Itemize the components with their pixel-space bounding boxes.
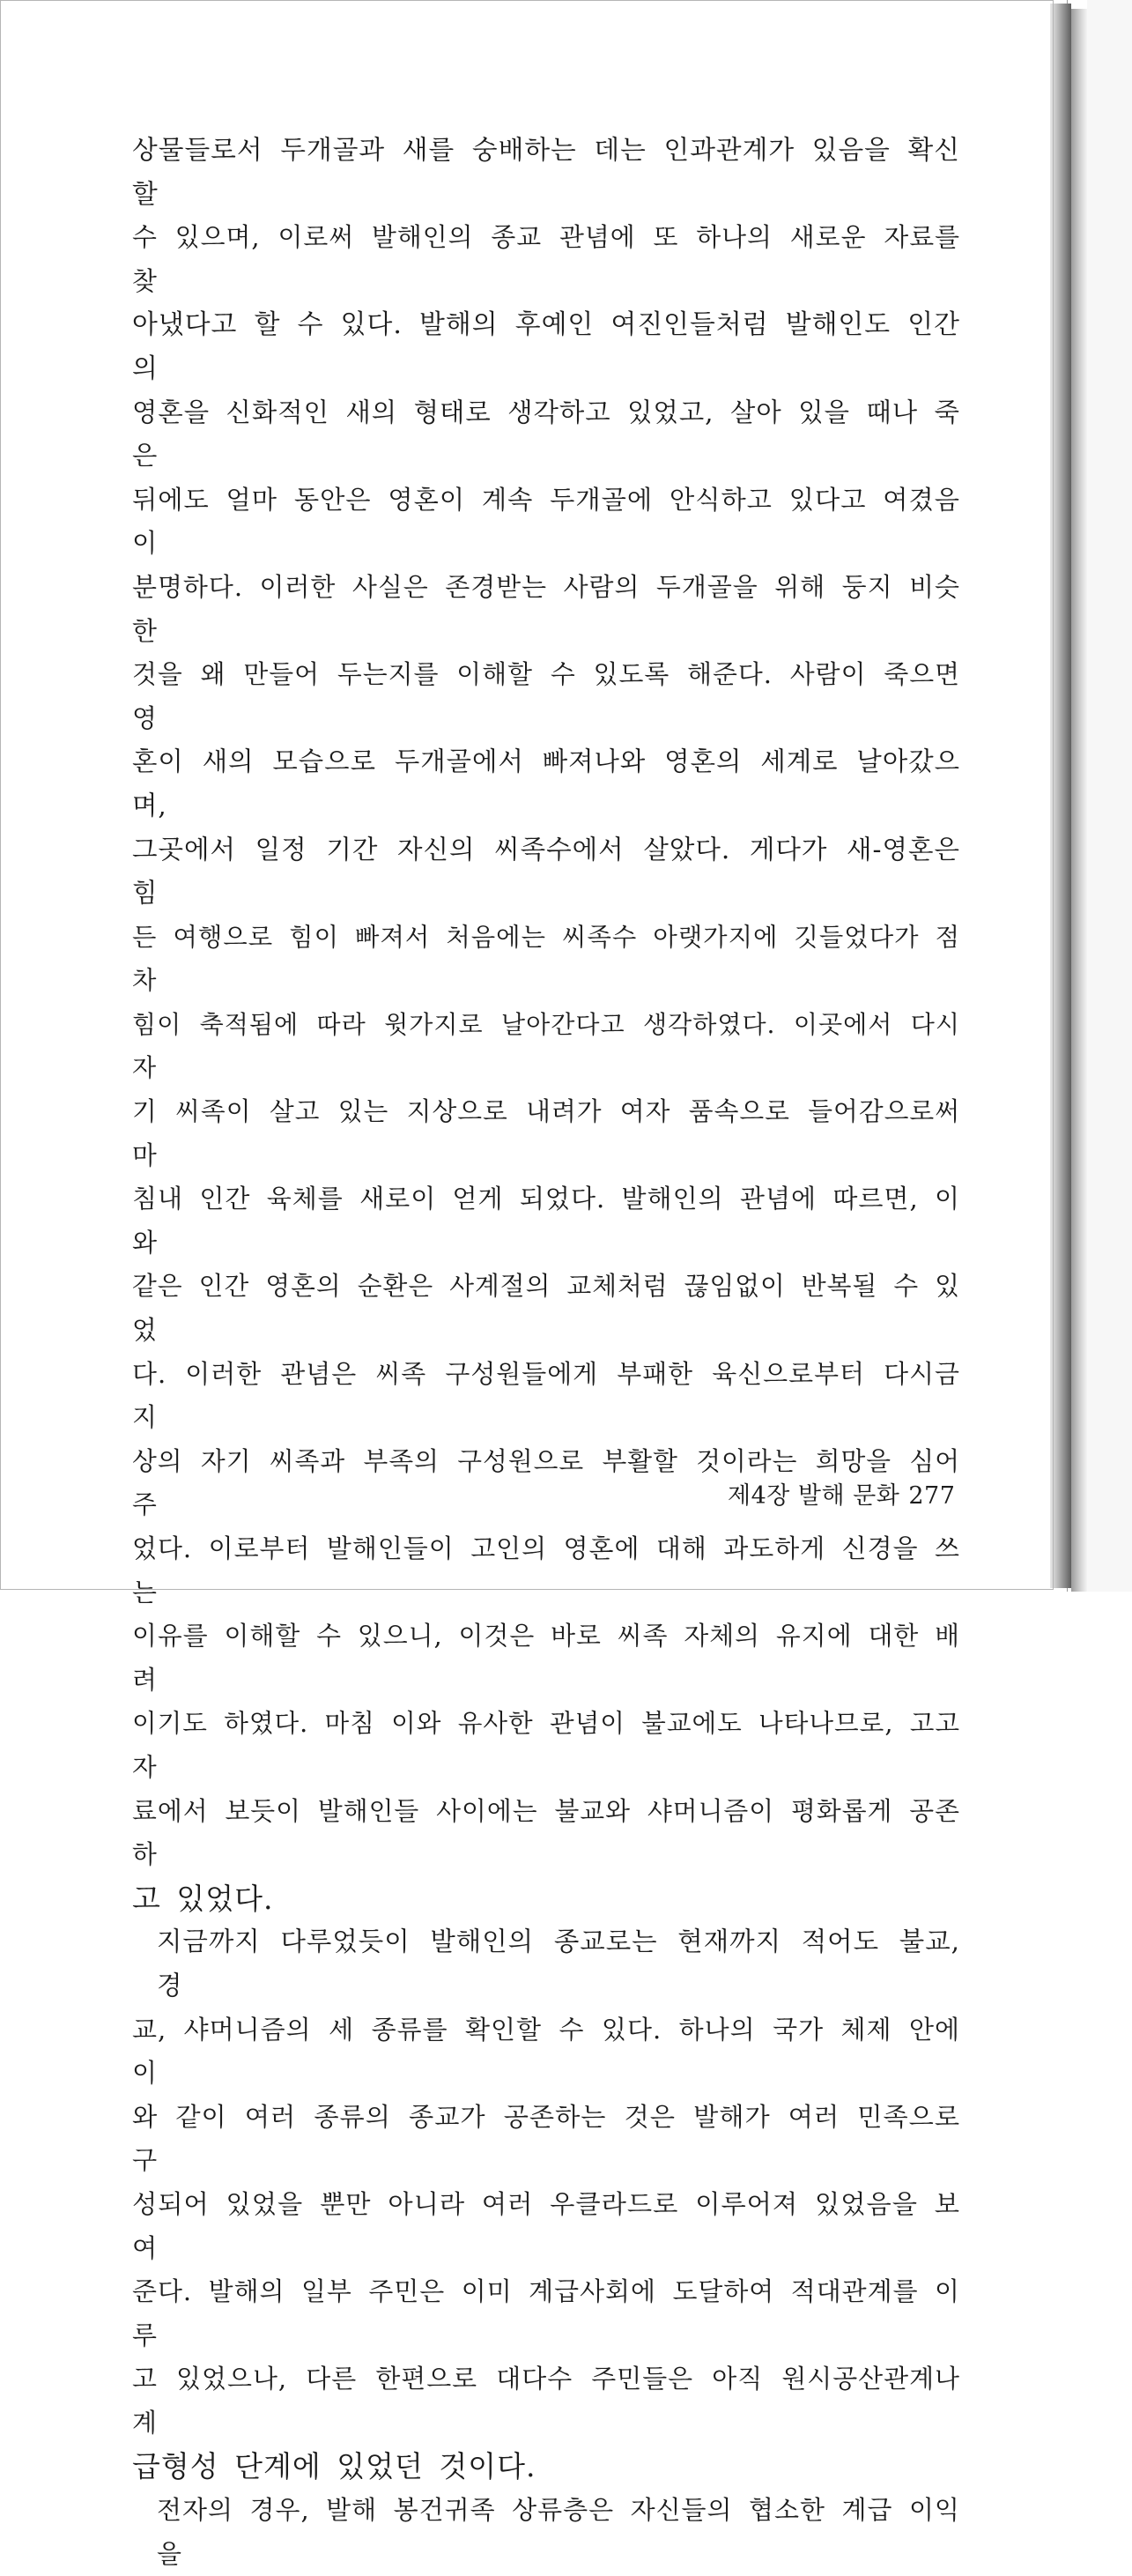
text-line: 이유를 이해할 수 있으니, 이것은 바로 씨족 자체의 유지에 대한 배려: [132, 1621, 960, 1695]
text-line: 분명하다. 이러한 사실은 존경받는 사람의 두개골을 위해 둥지 비슷한: [132, 571, 960, 646]
text-line: 기 씨족이 살고 있는 지상으로 내려가 여자 품속으로 들어감으로써 마: [132, 1096, 960, 1170]
text-line: 급형성 단계에 있었던 것이다.: [132, 2449, 536, 2484]
page-footer: [728, 1476, 955, 1511]
text-line: 아냈다고 할 수 있다. 발해의 후예인 여진인들처럼 발해인도 인간의: [132, 309, 960, 384]
paragraph-3: [132, 2489, 960, 2576]
text-line: 같은 인간 영혼의 순환은 사계절의 교체처럼 끊임없이 반복될 수 있었: [132, 1271, 960, 1346]
text-line: 성되어 있었을 뿐만 아니라 여러 우클라드로 이루어져 있었음을 보여: [132, 2188, 960, 2263]
text-line: 수 있으며, 이로써 발해인의 종교 관념에 또 하나의 새로운 자료를 찾: [132, 222, 960, 296]
page-body: [132, 129, 960, 2576]
page-edge: [1050, 4, 1071, 1588]
text-line: 고 있었다.: [132, 1881, 274, 1916]
text-line: 전자의 경우, 발해 봉건귀족 상류층은 자신들의 협소한 계급 이익을: [157, 2495, 960, 2569]
paragraph-2: [132, 1920, 960, 2489]
text-line: 뒤에도 얼마 동안은 영혼이 계속 두개골에 안식하고 있다고 여겼음이: [132, 484, 960, 559]
paragraph-1: [132, 129, 960, 1920]
text-line: 다. 이러한 관념은 씨족 구성원들에게 부패한 육신으로부터 다시금 지: [132, 1358, 960, 1433]
text-line: 상물들로서 두개골과 새를 숭배하는 데는 인과관계가 있음을 확신할: [132, 135, 960, 210]
text-line: 교, 샤머니즘의 세 종류를 확인할 수 있다. 하나의 국가 체제 안에 이: [132, 2014, 960, 2089]
running-footer-chapter: 제4장 발해 문화: [728, 1482, 900, 1510]
text-line: 영혼을 신화적인 새의 형태로 생각하고 있었고, 살아 있을 때나 죽은: [132, 397, 960, 471]
page-number: 277: [908, 1482, 956, 1510]
viewer-gutter: [1087, 0, 1132, 1592]
text-line: 고 있었으나, 다른 한편으로 대다수 주민들은 아직 원시공산관계나 계: [132, 2364, 960, 2438]
text-line: 상의 자기 씨족과 부족의 구성원으로 부활할 것이라는 희망을 심어 주: [132, 1445, 960, 1520]
page-edge-shadow: [1071, 9, 1087, 1592]
text-line: 준다. 발해의 일부 주민은 이미 계급사회에 도달하여 적대관계를 이루: [132, 2276, 960, 2350]
text-line: 침내 인간 육체를 새로이 얻게 되었다. 발해인의 관념에 따르면, 이와: [132, 1184, 960, 1258]
text-line: 혼이 새의 모습으로 두개골에서 빠져나와 영혼의 세계로 날아갔으며,: [132, 746, 960, 820]
text-line: 지금까지 다루었듯이 발해인의 종교로는 현재까지 적어도 불교, 경: [157, 1926, 960, 2001]
text-line: 료에서 보듯이 발해인들 사이에는 불교와 샤머니즘이 평화롭게 공존하: [132, 1795, 960, 1870]
text-line: 든 여행으로 힘이 빠져서 처음에는 씨족수 아랫가지에 깃들었다가 점차: [132, 922, 960, 996]
text-line: 이기도 하였다. 마침 이와 유사한 관념이 불교에도 나타나므로, 고고자: [132, 1708, 960, 1782]
text-line: 그곳에서 일정 기간 자신의 씨족수에서 살았다. 게다가 새-영혼은 힘: [132, 834, 960, 909]
text-line: 것을 왜 만들어 두는지를 이해할 수 있도록 해준다. 사람이 죽으면 영: [132, 659, 960, 733]
text-line: 힘이 축적됨에 따라 윗가지로 날아간다고 생각하였다. 이곳에서 다시 자: [132, 1009, 960, 1083]
text-line: 와 같이 여러 종류의 종교가 공존하는 것은 발해가 여러 민족으로 구: [132, 2101, 960, 2176]
text-line: 었다. 이로부터 발해인들이 고인의 영혼에 대해 과도하게 신경을 쓰는: [132, 1533, 960, 1607]
